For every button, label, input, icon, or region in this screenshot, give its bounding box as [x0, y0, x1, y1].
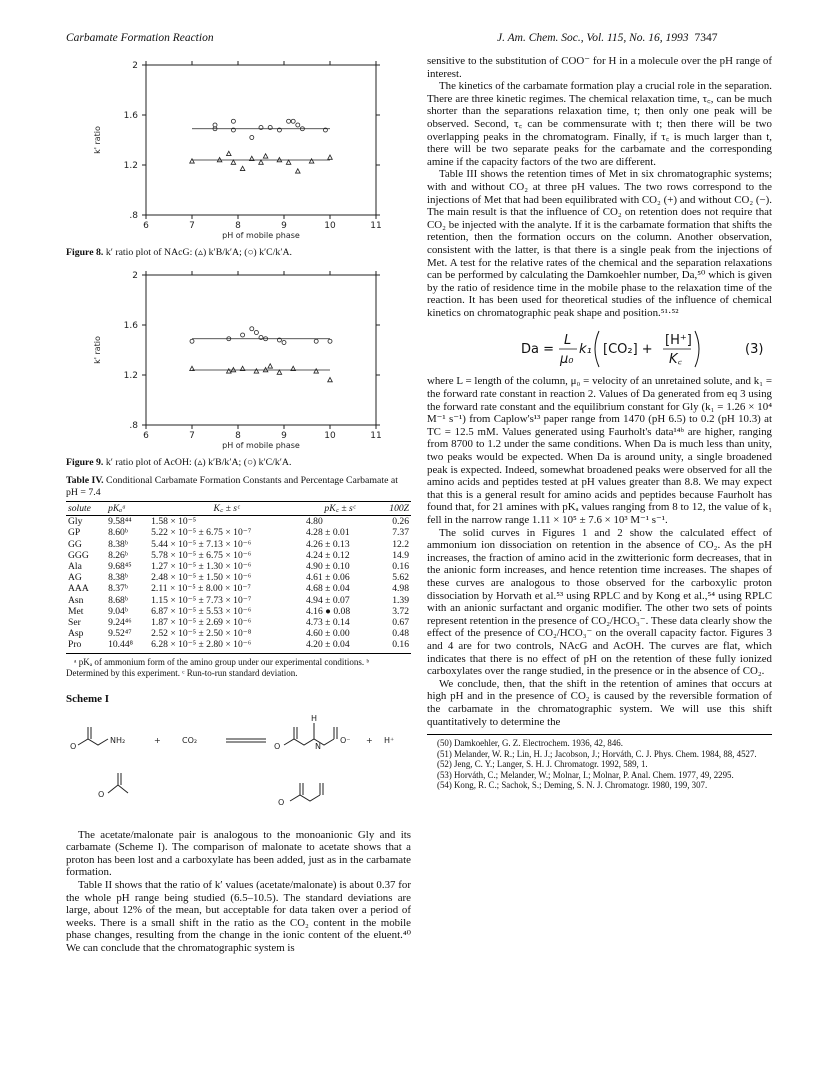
table-cell: 4.28 ± 0.01	[305, 527, 350, 539]
table-cell: 5.78 × 10⁻⁵ ± 6.75 × 10⁻⁶	[151, 549, 252, 561]
fig9-x-tick-label: 11	[370, 431, 382, 441]
body-paragraph: The acetate/malonate pair is analogous to the monoanionic Gly and its carbamate (Scheme I). The comparison of malonate to acetate shows that a proton has been lost and a carboxylate has been added, just as in the carbamate formation.	[66, 828, 411, 879]
fig8-x-tick-label: 6	[143, 221, 149, 231]
fig9-triangle-point	[314, 369, 319, 373]
fig9-x-tick-label: 10	[324, 431, 336, 441]
table-4-footnotes: ᵃ pKₐ of ammonium form of the amino group under our experimental conditions. ᵇ Determined by this experiment. ᶜ Run-to-run standard deviation.	[66, 656, 370, 678]
fig9-circle-point	[241, 333, 245, 337]
equation-kc: K꜀	[669, 352, 683, 368]
table-cell: 8.68ᵇ	[108, 594, 128, 606]
table-cell: 6.87 × 10⁻⁵ ± 5.53 × 10⁻⁶	[151, 605, 252, 617]
fig8-plot-frame	[146, 65, 376, 215]
fig9-plot-frame	[146, 275, 376, 425]
fig9-circle-point	[190, 339, 194, 343]
table-row	[66, 539, 411, 550]
fig8-y-tick-label: 1.6	[123, 111, 138, 121]
table-cell: 4.73 ± 0.14	[305, 617, 350, 629]
table-4-title	[66, 475, 411, 499]
table-cell: 1.15 × 10⁻⁵ ± 7.73 × 10⁻⁷	[151, 594, 252, 606]
table-4-header: K꜀ ± sᶜ	[149, 502, 304, 516]
table-cell: 1.39	[392, 594, 409, 606]
fig8-x-tick-label: 9	[281, 221, 287, 231]
fig8-circle-point	[287, 119, 291, 123]
scheme-h-label: H	[311, 713, 318, 723]
fig9-circle-point	[282, 341, 286, 345]
table-cell: 8.38ᵇ	[108, 538, 128, 550]
fig8-triangle-point	[240, 166, 245, 170]
references	[427, 734, 772, 791]
journal-citation: J. Am. Chem. Soc., Vol. 115, No. 16, 1993	[497, 32, 689, 44]
table-cell: 4.68 ± 0.04	[305, 583, 350, 595]
running-head-journal	[497, 32, 718, 44]
fig8-y-tick-label: 2	[132, 61, 138, 71]
equation-mu: μ₀	[560, 352, 574, 368]
table-row	[66, 639, 411, 653]
table-cell: GGG	[68, 549, 89, 561]
fig9-y-tick-label: 1.6	[123, 321, 138, 331]
table-cell: Pro	[66, 639, 106, 653]
table-row	[66, 628, 411, 639]
table-row	[66, 527, 411, 538]
table-cell: 8.60ᵇ	[108, 527, 128, 539]
scheme-o-label: O	[278, 797, 285, 807]
table-row	[66, 595, 411, 606]
table-cell: 4.94 ± 0.07	[305, 594, 350, 606]
equation-number: (3)	[745, 342, 764, 358]
table-cell: 8.26ᵇ	[108, 549, 128, 561]
table-cell: Gly	[68, 516, 83, 528]
scheme-nh2-label: NH₂	[110, 735, 126, 745]
table-cell: 9.24⁴⁶	[108, 617, 132, 629]
fig8-x-axis-label: pH of mobile phase	[222, 231, 300, 240]
table-cell: 2.48 × 10⁻⁵ ± 1.50 × 10⁻⁶	[151, 572, 252, 584]
table-cell: 9.04ᵇ	[108, 605, 128, 617]
table-row	[66, 550, 411, 561]
table-4-header: pK꜀ ± sᶜ	[304, 502, 376, 516]
scheme-o-label: O	[70, 741, 77, 751]
fig8-triangle-point	[259, 160, 264, 164]
table-cell: 4.26 ± 0.13	[305, 538, 350, 550]
table-cell: 2.52 × 10⁻⁵ ± 2.50 × 10⁻⁸	[151, 628, 252, 640]
body-paragraph: We conclude, then, that the shift in the retention of amines that occurs at high pH and in the presence of CO₂ is caused by the reversible formation of the carbamate in the chromatographic system. We will use this shift quantitatively to determine the	[427, 677, 772, 728]
equation-k1: k₁	[579, 342, 592, 358]
fig8-triangle-point	[309, 159, 314, 163]
table-cell: 4.60 ± 0.00	[305, 628, 350, 640]
equation-lhs: Da =	[521, 342, 555, 358]
table-cell: 4.16 ● 0.08	[305, 605, 351, 617]
table-cell: Ala	[68, 561, 82, 573]
reference-item: (52) Jeng, C. Y.; Langer, S. H. J. Chromatogr. 1992, 589, 1.	[437, 759, 648, 770]
page-number: 7347	[694, 32, 718, 44]
table-cell: Met	[68, 605, 84, 617]
fig9-triangle-point	[277, 370, 282, 374]
reference-item: (50) Damkoehler, G. Z. Electrochem. 1936, 42, 846.	[437, 738, 623, 749]
fig9-triangle-point	[328, 378, 333, 382]
scheme-1-diagram	[66, 705, 411, 823]
table-row	[66, 606, 411, 617]
figure-8-chart	[66, 55, 411, 245]
right-column	[427, 55, 772, 791]
table-cell: 7.37	[392, 527, 409, 539]
table-cell: 12.2	[392, 538, 409, 550]
table-cell: Ser	[68, 617, 81, 629]
fig9-circle-point	[314, 339, 318, 343]
table-cell: 8.37ᵇ	[108, 583, 128, 595]
fig8-circle-point	[296, 123, 300, 127]
fig8-y-axis-label: k' ratio	[93, 126, 102, 154]
table-cell: 0.67	[392, 617, 409, 629]
left-column	[66, 55, 411, 955]
table-cell: 9.52⁴⁷	[108, 628, 132, 640]
fig8-triangle-point	[328, 155, 333, 159]
fig9-triangle-point	[268, 364, 273, 368]
scheme-o-label: O	[274, 741, 281, 751]
table-cell: 0.26	[392, 516, 409, 528]
table-cell: GP	[68, 527, 81, 539]
reference-item: (51) Melander, W. R.; Lin, H. J.; Jacobson, J.; Horváth, C. J. Phys. Chem. 1984, 88, 4527.	[437, 748, 757, 759]
fig9-x-tick-label: 8	[235, 431, 241, 441]
table-4-label: Table IV.	[66, 475, 104, 486]
scheme-o-label: O	[98, 789, 105, 799]
fig8-circle-point	[231, 119, 235, 123]
fig9-circle-point	[250, 327, 254, 331]
fig9-y-axis-label: k' ratio	[93, 336, 102, 364]
fig8-triangle-point	[227, 151, 232, 155]
table-cell: 8.38ᵇ	[108, 572, 128, 584]
table-row	[66, 617, 411, 628]
table-cell: 4.80	[305, 516, 323, 528]
table-cell: Asp	[68, 628, 84, 640]
table-row	[66, 516, 411, 528]
fig9-y-tick-label: 1.2	[123, 371, 138, 381]
table-cell: 14.9	[392, 549, 409, 561]
table-cell: AAA	[68, 583, 89, 595]
figure-9-caption	[66, 457, 411, 469]
body-paragraph: The kinetics of the carbamate formation play a crucial role in the separation. There are three kinetic regimes. The chemical relaxation time, τ꜀, can be much shorter than the separations relaxation time, t; then only one peak will be observed. Second, τ꜀ can be commensurate with t; then there will be two overlapping peaks in the chromatogram. Finally, if τ꜀ is much larger than t, there will be two separate peaks for the carbamate and the corresponding amine if the capacity factors of the two are different.	[427, 80, 772, 168]
equation-co2: [CO₂] +	[603, 342, 653, 358]
table-4-header-row	[66, 502, 411, 516]
table-cell: 4.61 ± 0.06	[305, 572, 350, 584]
fig8-circle-point	[291, 119, 295, 123]
table-cell: 5.22 × 10⁻⁵ ± 6.75 × 10⁻⁷	[151, 527, 252, 539]
equation-L: L	[564, 333, 572, 349]
fig8-x-tick-label: 7	[189, 221, 195, 231]
scheme-o-minus-label: O⁻	[340, 735, 351, 745]
table-cell: 3.72	[392, 605, 409, 617]
fig8-x-tick-label: 8	[235, 221, 241, 231]
reference-item: (54) Kong, R. C.; Sachok, S.; Deming, S. N. J. Chromatogr. 1980, 199, 307.	[437, 780, 708, 791]
table-cell: 4.20 ± 0.04	[304, 639, 376, 653]
table-cell: 1.27 × 10⁻⁵ ± 1.30 × 10⁻⁶	[151, 561, 252, 573]
scheme-plus-sign: +	[366, 735, 373, 745]
fig8-triangle-point	[231, 160, 236, 164]
fig9-y-tick-label: .8	[129, 421, 138, 431]
table-cell: 5.44 × 10⁻⁵ ± 7.13 × 10⁻⁶	[151, 538, 252, 550]
table-cell: 4.90 ± 0.10	[305, 561, 350, 573]
scheme-h-plus-label: H⁺	[384, 735, 395, 745]
fig9-x-tick-label: 7	[189, 431, 195, 441]
running-head-title: Carbamate Formation Reaction	[66, 32, 214, 44]
fig8-circle-point	[250, 136, 254, 140]
body-paragraph: sensitive to the substitution of COO⁻ for H in a molecule over the pH range of interest.	[427, 55, 772, 80]
figure-9-chart	[66, 265, 411, 455]
body-paragraph: Table III shows the retention times of Met in six chromatographic systems; with and without CO₂ at three pH values. The two rows correspond to the injections of Met that had been equilibrated with CO₂ (+) and without CO₂ (−). The main result is that the influence of CO₂ on retention does not require that CO₂ be injected with the analyte. If it is the carbamate formation that shifts the retention, then the formation occurs on the column. Another observation, consistent with the latter, is that there is a single peak from the injections of Met. A test for the relative rates of the chemical and the separation relaxations can be performed by calculating the Damkoehler number, Da,⁵⁰ which is given by the ratio of residence time in the mobile phase to the relaxation time of the reaction. It has been used for theoretical studies of the influence of chemical kinetics on chromatographic peak shape and position.⁵¹·⁵²	[427, 168, 772, 319]
fig9-x-axis-label: pH of mobile phase	[222, 441, 300, 450]
table-row	[66, 561, 411, 572]
fig9-triangle-point	[254, 369, 259, 373]
fig9-circle-point	[254, 331, 258, 335]
table-4-title-text: Conditional Carbamate Formation Constants and Percentage Carbamate at pH = 7.4	[66, 475, 398, 498]
table-row	[66, 572, 411, 583]
fig9-triangle-point	[227, 369, 232, 373]
fig9-y-tick-label: 2	[132, 271, 138, 281]
fig8-triangle-point	[296, 169, 301, 173]
body-paragraph: where L = length of the column, μ₀ = velocity of an unretained solute, and k₁ = the forward rate constant in reaction 2. Values of Da generated from eq 3 using the forward rate constant and the equilibrium constant for Gly (k₁ = 1.26 × 10⁴ M⁻¹ s⁻¹) from Caplow's¹³ paper range from 1470 (pH 6.5) to 0.2 (pH 10.3) at TC = 12.5 mM. Values generated using Faurholt's data¹⁴ᵇ are higher, ranging from 8700 to 1.2 under the same conditions. When Da is much less than unity, two peaks would be expected. When Da is around unity, a single broadened peak is expected. Indeed, somewhat broadened peaks were observed for all the amino acids and peptides tested at pH values greater than 8.8. We may expect that this is a general result for amino acids and peptides because Faurholt has found that, for 21 amines with pKₐ values ranging from 8 to 12, the value of k₁ fell in the narrow range 1.11 × 10⁵ ± 7.6 × 10³ M⁻¹ s⁻¹.	[427, 375, 772, 526]
fig8-x-tick-label: 10	[324, 221, 336, 231]
table-cell: 1.87 × 10⁻⁵ ± 2.69 × 10⁻⁶	[151, 617, 252, 629]
fig8-y-tick-label: 1.2	[123, 161, 138, 171]
table-cell: 0.48	[392, 628, 409, 640]
table-cell: 5.62	[392, 572, 409, 584]
equation-3	[427, 325, 772, 371]
table-cell: 10.44⁸	[106, 639, 149, 653]
table-row	[66, 583, 411, 594]
table-4-header: solute	[66, 502, 106, 516]
table-cell: 4.24 ± 0.12	[305, 549, 350, 561]
table-4-body	[66, 516, 411, 653]
table-4-header: pKₐᵃ	[106, 502, 149, 516]
figure-8-caption-text: k′ ratio plot of NAcG: (▵) k′B/k′A; (○) k′C/k′A.	[105, 247, 292, 258]
figure-9-caption-text: k′ ratio plot of AcOH: (▵) k′B/k′A; (○) k′C/k′A.	[105, 457, 292, 468]
table-cell: 0.16	[376, 639, 411, 653]
reference-item: (53) Horváth, C.; Melander, W.; Molnar, I.; Molnar, P. Anal. Chem. 1977, 49, 2295.	[437, 769, 734, 780]
table-4-header: 100Z	[376, 502, 411, 516]
figure-8-caption	[66, 247, 411, 259]
fig8-triangle-point	[263, 154, 268, 158]
fig9-circle-point	[328, 339, 332, 343]
fig8-triangle-point	[190, 159, 195, 163]
table-cell: GG	[68, 538, 82, 550]
scheme-title: Scheme I	[66, 692, 110, 705]
table-4	[66, 501, 411, 654]
fig8-x-tick-label: 11	[370, 221, 382, 231]
fig9-x-tick-label: 9	[281, 431, 287, 441]
body-paragraph: The solid curves in Figures 1 and 2 show the calculated effect of ammonium ion dissociation on retention in the absence of CO₂. As the pH increases, the fraction of amino acid in the zwitterionic form decreases, that in the anionic form increases, and hence retention time increases. The shapes of these curves are analogous to those observed for the carboxylic proton dissociation by Horvath et al.⁵³ using RPLC and by Kong et al.,⁵⁴ using RPLC with an anionic surfactant and organic modifier. The other two sets of points represent retention in the presence of CO₂/HCO₃⁻. These data clearly show the effect of the presence of CO₂/HCO₃⁻ on the overall capacity factor. Figures 3 and 4 are for two controls, NAcG and AcOH. The curves are flat, which indicates that there is no effect of pH on the retention of these fully ionized carboxylates over the range studied, in the presence or in the absence of CO₂.	[427, 526, 772, 678]
table-cell: 4.98	[392, 583, 409, 595]
table-cell: 9.68⁴⁵	[108, 561, 132, 573]
scheme-co2-label: CO₂	[182, 735, 198, 745]
fig8-y-tick-label: .8	[129, 211, 138, 221]
table-cell: AG	[68, 572, 82, 584]
scheme-plus-sign: +	[154, 735, 161, 745]
table-cell: 1.58 × 10⁻⁵	[151, 516, 197, 528]
figure-8-label: Figure 8.	[66, 247, 104, 258]
table-cell: 2.11 × 10⁻⁵ ± 8.00 × 10⁻⁷	[151, 583, 251, 595]
equation-h: [H⁺]	[665, 333, 692, 349]
fig9-x-tick-label: 6	[143, 431, 149, 441]
table-cell: 6.28 × 10⁻⁵ ± 2.80 × 10⁻⁶	[149, 639, 304, 653]
table-cell: Asn	[68, 594, 84, 606]
fig8-triangle-point	[286, 160, 291, 164]
table-cell: 0.16	[392, 561, 409, 573]
figure-9-label: Figure 9.	[66, 457, 104, 468]
scheme-n-label: N	[315, 741, 321, 751]
equation-3-render	[427, 325, 772, 371]
body-paragraph: Table II shows that the ratio of k′ values (acetate/malonate) is about 0.37 for the whole pH range being studied (6.5–10.5). The standard deviations are large, about 12% of the mean, but acceptable for data taken over a period of weeks. There is a small shift in the ratio as the CO₂ content in the mobile phase changes, resulting from the change in the ionic content of the eluent.⁴⁰ We can conclude that the chromatographic system is	[66, 879, 411, 954]
table-cell: 9.58⁴⁴	[108, 516, 132, 528]
